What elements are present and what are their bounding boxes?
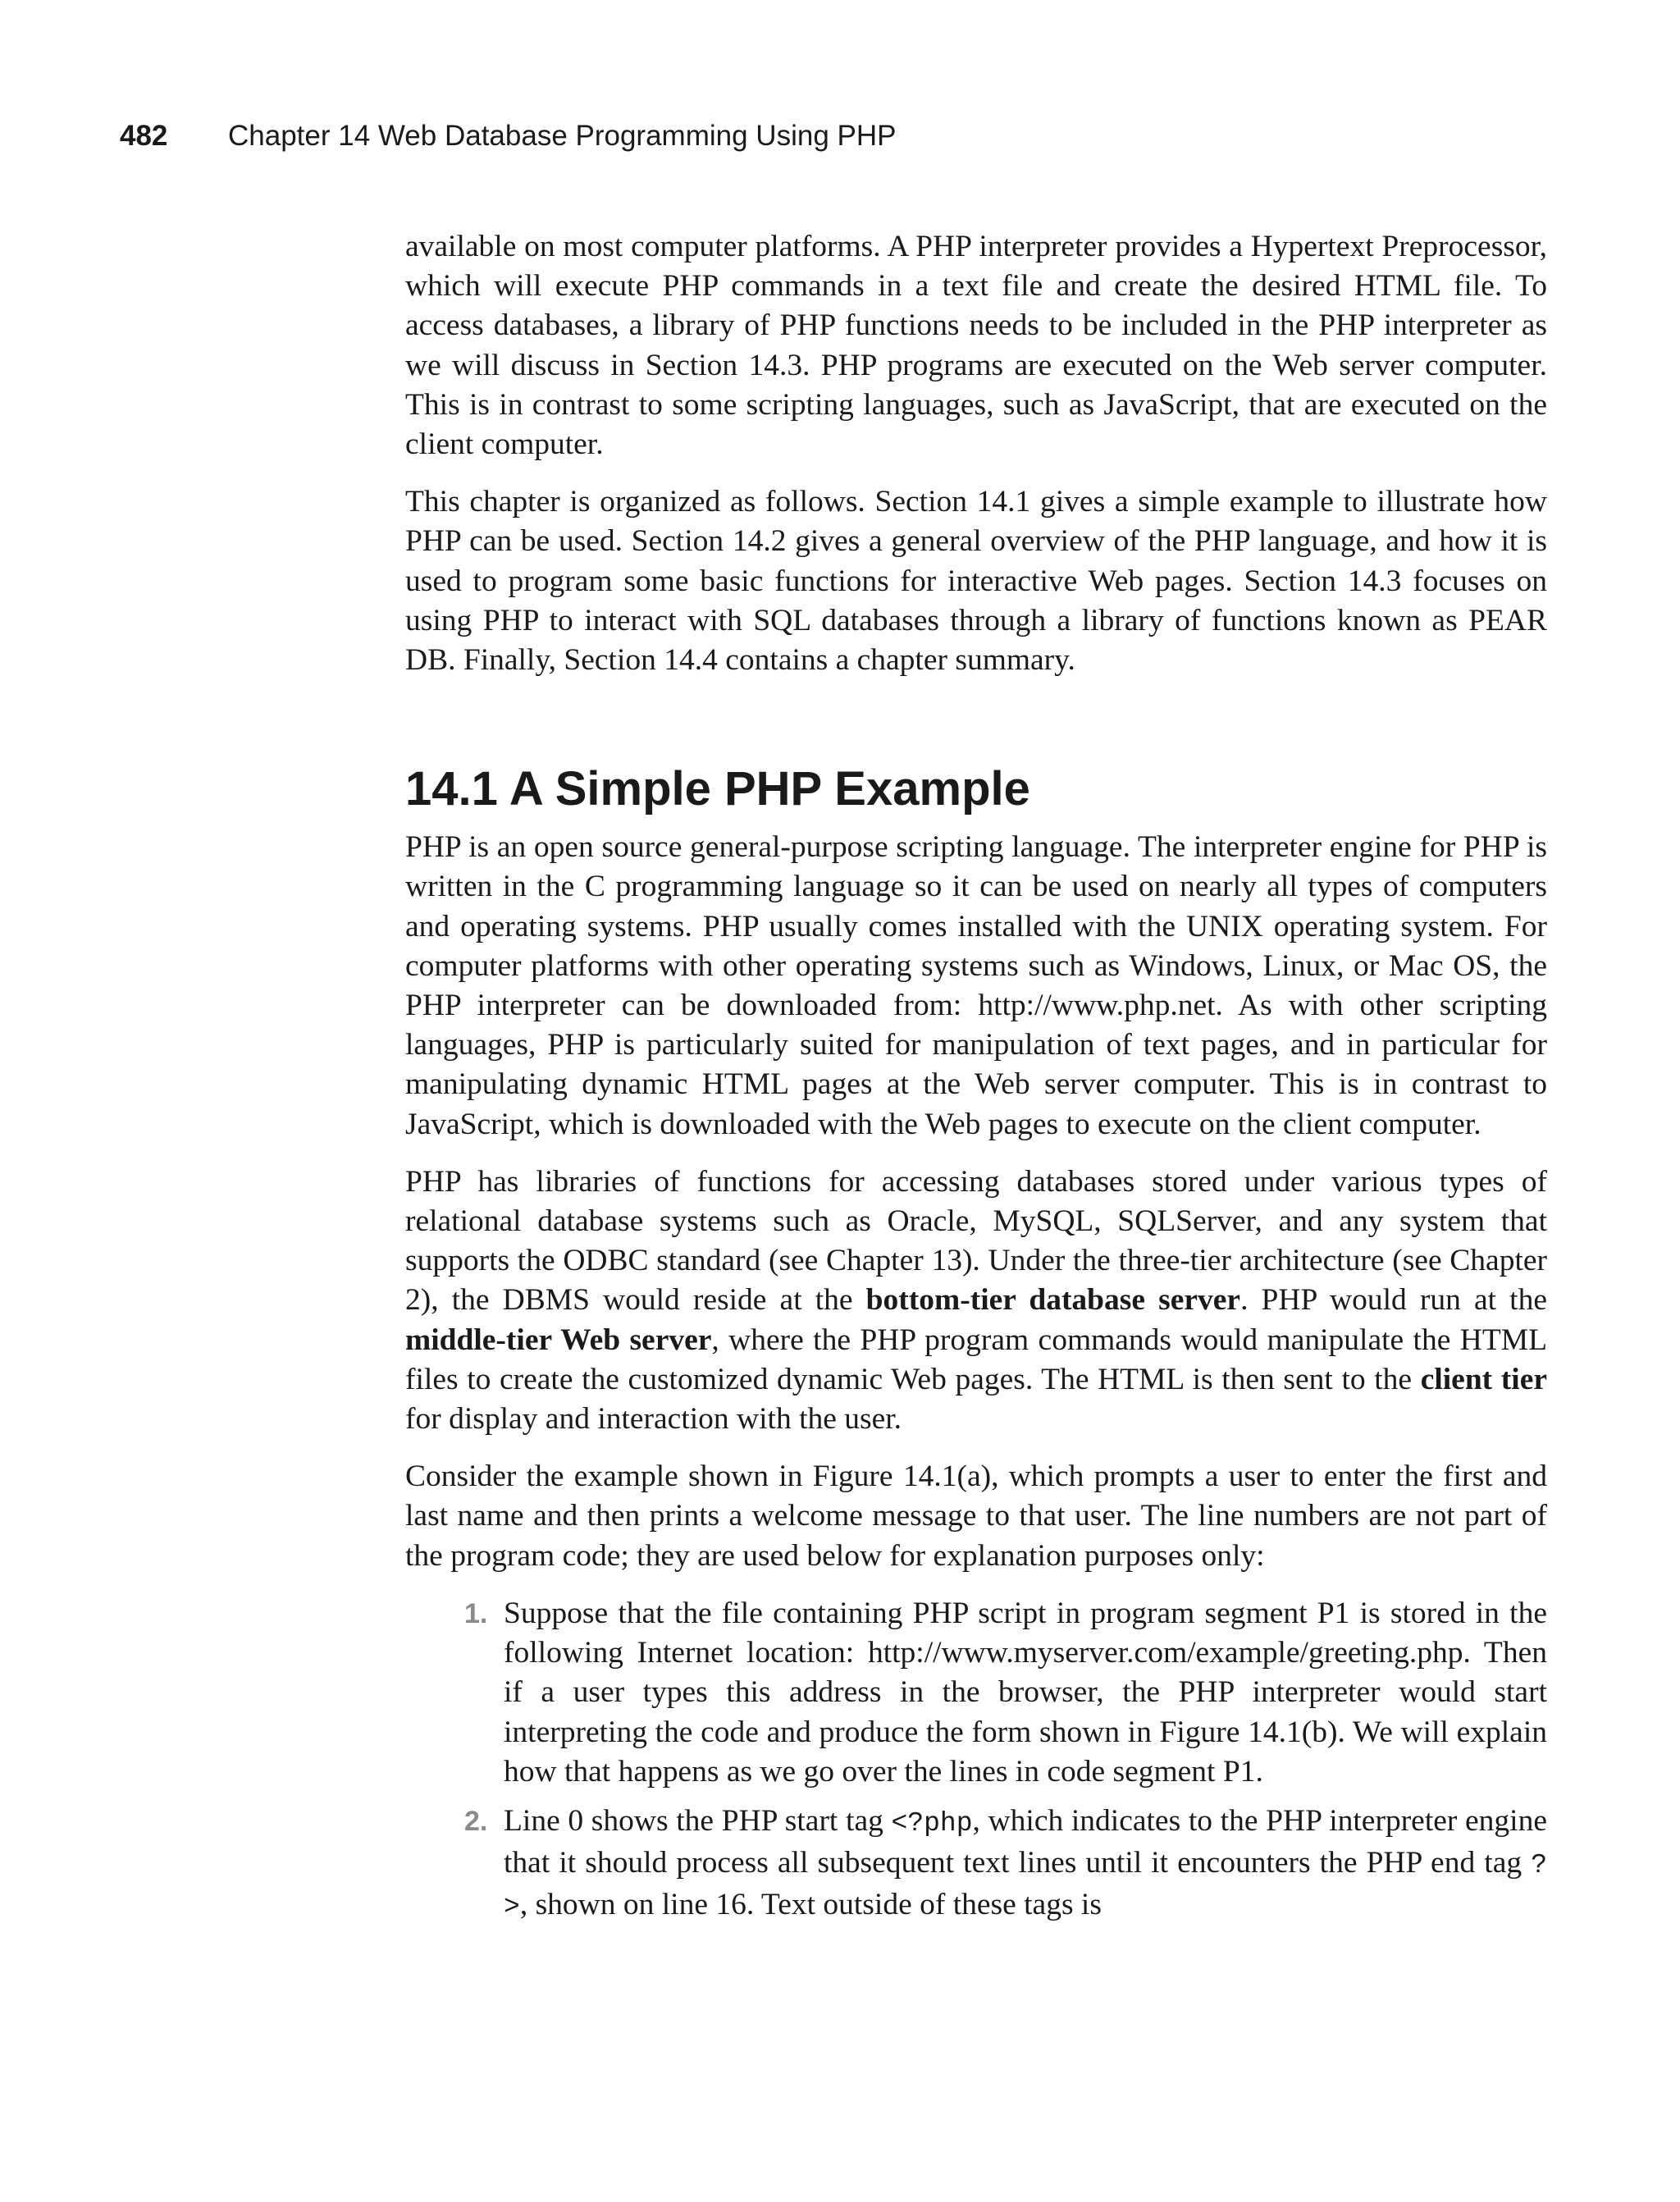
section-paragraph-1: PHP is an open source general-purpose scripting language. The interpreter engine for PHP is written in the C programming language so it can be used on nearly all types of computers and operating systems. PHP usually comes installed with the UNIX operating system. For computer platforms with other operating systems such as Windows, Linux, or Mac OS, the PHP interpreter can be downloaded from: http://www.php.net. As with other scripting languages, PHP is particularly suited for manipulation of text pages, and in particular for manipulating dynamic HTML pages at the Web server computer. This is in contrast to JavaScript, which is downloaded with the Web pages to execute on the client computer. [405,830,1547,1141]
intro-paragraph-1: available on most computer platforms. A PHP interpreter provides a Hypertext Preprocessor, which will execute PHP commands in a text file and create the desired HTML file. To access databases, a library of PHP functions needs to be included in the PHP interpreter as we will discuss in Section 14.3. PHP programs are executed on the Web server computer. This is in contrast to some scripting languages, such as JavaScript, that are executed on the client computer. [405,230,1547,462]
text-run: PHP has libraries of functions for accessing databases stored under various types of relational database systems such as Oracle, MySQL, SQLServer, and any system that supports the ODBC standard (see Chapter 13). Under the three-tier architecture (see Chapter 2), the DBMS would reside at the [405,1164,1547,1318]
text-run: for display and interaction with the user. [405,1402,902,1437]
section-paragraph-3: Consider the example shown in Figure 14.1(a), which prompts a user to enter the first and last name and then prints a welcome message to that user. The line numbers are not part of the program code; they are used below for explanation purposes only: [405,1460,1547,1573]
page-number: 482 [120,120,168,152]
code-php-end-tag: ?> [504,1850,1547,1923]
list-item-text [504,1802,1547,1928]
code-php-start-tag: <?php [891,1807,973,1839]
section-heading: 14.1 A Simple PHP Example [405,762,1030,816]
list-number: 2. [464,1805,488,1837]
list-number: 1. [464,1597,488,1629]
intro-paragraph-2: This chapter is organized as follows. Section 14.1 gives a simple example to illustrate how PHP can be used. Section 14.2 gives a general overview of the PHP language, and how it is used to program some basic functions for interactive Web pages. Section 14.3 focuses on using PHP to interact with SQL databases through a library of functions known as PEAR DB. Finally, Section 14.4 contains a chapter summary. [405,485,1547,678]
numbered-list [405,1594,1547,1928]
list-item-text: Suppose that the file containing PHP script in program segment P1 is stored in the following Internet location: http://www.myserver.com/example/greeting.php. Then if a user types this address in the browser, the PHP interpreter would start interpreting the code and produce the form shown in Figure 14.1(b). We will explain how that happens as we go over the lines in code segment P1. [504,1596,1547,1789]
text-run: , where the PHP program commands would manipulate the HTML files to create the customized dynamic Web pages. The HTML is then sent to the [405,1323,1547,1396]
running-head [120,116,896,156]
section-paragraph-2 [405,1163,1547,1439]
text-run: . PHP would run at the [1240,1283,1547,1318]
page-content [405,227,1547,1938]
bold-term-client-tier: client tier [1420,1362,1547,1396]
list-item [464,1594,1547,1792]
running-title: Chapter 14 Web Database Programming Using PHP [228,120,897,152]
list-item [464,1802,1547,1928]
text-run: Line 0 shows the PHP start tag [504,1803,892,1838]
bold-term-bottom-tier: bottom-tier database server [865,1283,1241,1318]
text-run: , shown on line 16. Text outside of these tags is [519,1888,1102,1922]
bold-term-middle-tier: middle-tier Web server [405,1323,712,1357]
text-run: , which indicates to the PHP interpreter engine that it should process all subsequent text lines until it encounters the PHP end tag [504,1803,1547,1880]
